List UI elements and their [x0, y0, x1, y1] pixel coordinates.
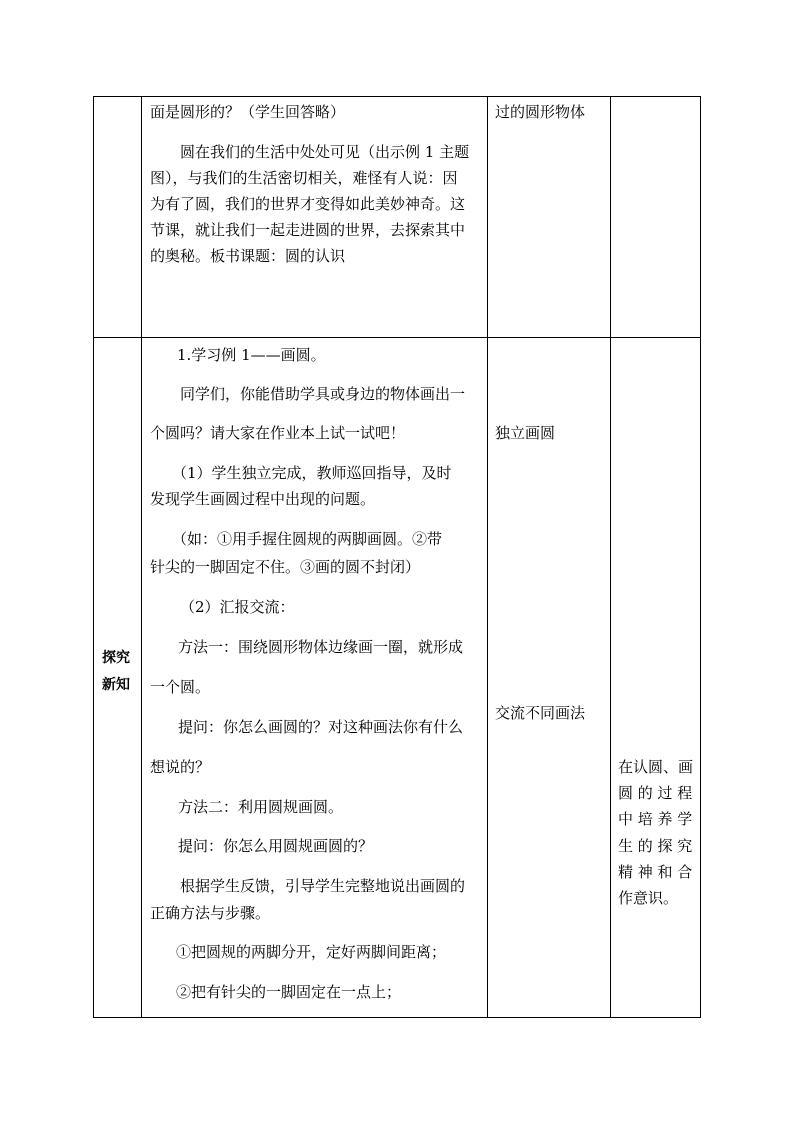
content-line: ②把有针尖的一脚固定在一点上； — [176, 983, 402, 1001]
activity-text: 交流不同画法 — [495, 704, 586, 722]
content-line: 针尖的一脚固定不住。③画的圆不封闭） — [150, 558, 421, 576]
content-line: 圆在我们的生活中处处可见（出示例 1 主题 — [180, 143, 470, 161]
column-divider-stage — [141, 96, 142, 1017]
content-line: 方法一：围绕圆形物体边缘画一圈，就形成 — [178, 638, 464, 656]
table-bottom-border — [93, 1017, 701, 1018]
activity-text: 独立画圆 — [495, 424, 556, 442]
content-line: 节课，就让我们一起走进圆的世界，去探索其中 — [150, 221, 466, 239]
content-line: 图），与我们的生活密切相关，难怪有人说：因 — [150, 169, 458, 187]
intent-line: 生 的 探 究 — [618, 837, 693, 855]
column-divider-activity — [610, 96, 611, 1017]
content-line: 发现学生画圆过程中出现的问题。 — [150, 490, 376, 508]
content-line: 想说的？ — [150, 758, 211, 776]
content-line: 1.学习例 1——画圆。 — [177, 346, 326, 364]
content-line: 的奥秘。板书课题：圆的认识 — [150, 247, 346, 265]
intent-line: 精 神 和 合 — [618, 863, 693, 881]
intent-line: 圆 的 过 程 — [618, 784, 693, 802]
intent-line: 在认圆、画 — [618, 758, 694, 776]
content-line: 正确方法与步骤。 — [150, 904, 271, 922]
content-line: ①把圆规的两脚分开，定好两脚间距离； — [176, 943, 447, 961]
table-left-border — [93, 96, 94, 1017]
content-line: 方法二：利用圆规画圆。 — [178, 798, 344, 816]
content-line: 提问：你怎么画圆的？对这种画法你有什么 — [178, 718, 464, 736]
content-line: 根据学生反馈，引导学生完整地说出画圆的 — [180, 877, 466, 895]
content-line: 同学们，你能借助学具或身边的物体画出一 — [180, 385, 466, 403]
stage-label: 新知 — [102, 677, 130, 693]
content-line: 提问：你怎么用圆规画圆的？ — [178, 837, 374, 855]
stage-label: 探究 — [102, 650, 130, 666]
intent-line: 中 培 养 学 — [618, 810, 693, 828]
intent-line: 作意识。 — [618, 889, 679, 907]
content-line: 为有了圆，我们的世界才变得如此美妙神奇。这 — [150, 195, 466, 213]
column-divider-content — [487, 96, 488, 1017]
table-right-border — [700, 96, 701, 1017]
activity-text: 过的圆形物体 — [495, 103, 586, 121]
content-line: （2）汇报交流： — [180, 598, 295, 616]
content-line: （如：①用手握住圆规的两脚画圆。②带 — [172, 530, 443, 548]
content-line: 面是圆形的？（学生回答略） — [150, 103, 346, 121]
content-line: （1）学生独立完成，教师巡回指导，及时 — [172, 464, 452, 482]
content-line: 个圆吗？请大家在作业本上试一试吧！ — [150, 424, 406, 442]
content-line: 一个圆。 — [150, 678, 211, 696]
